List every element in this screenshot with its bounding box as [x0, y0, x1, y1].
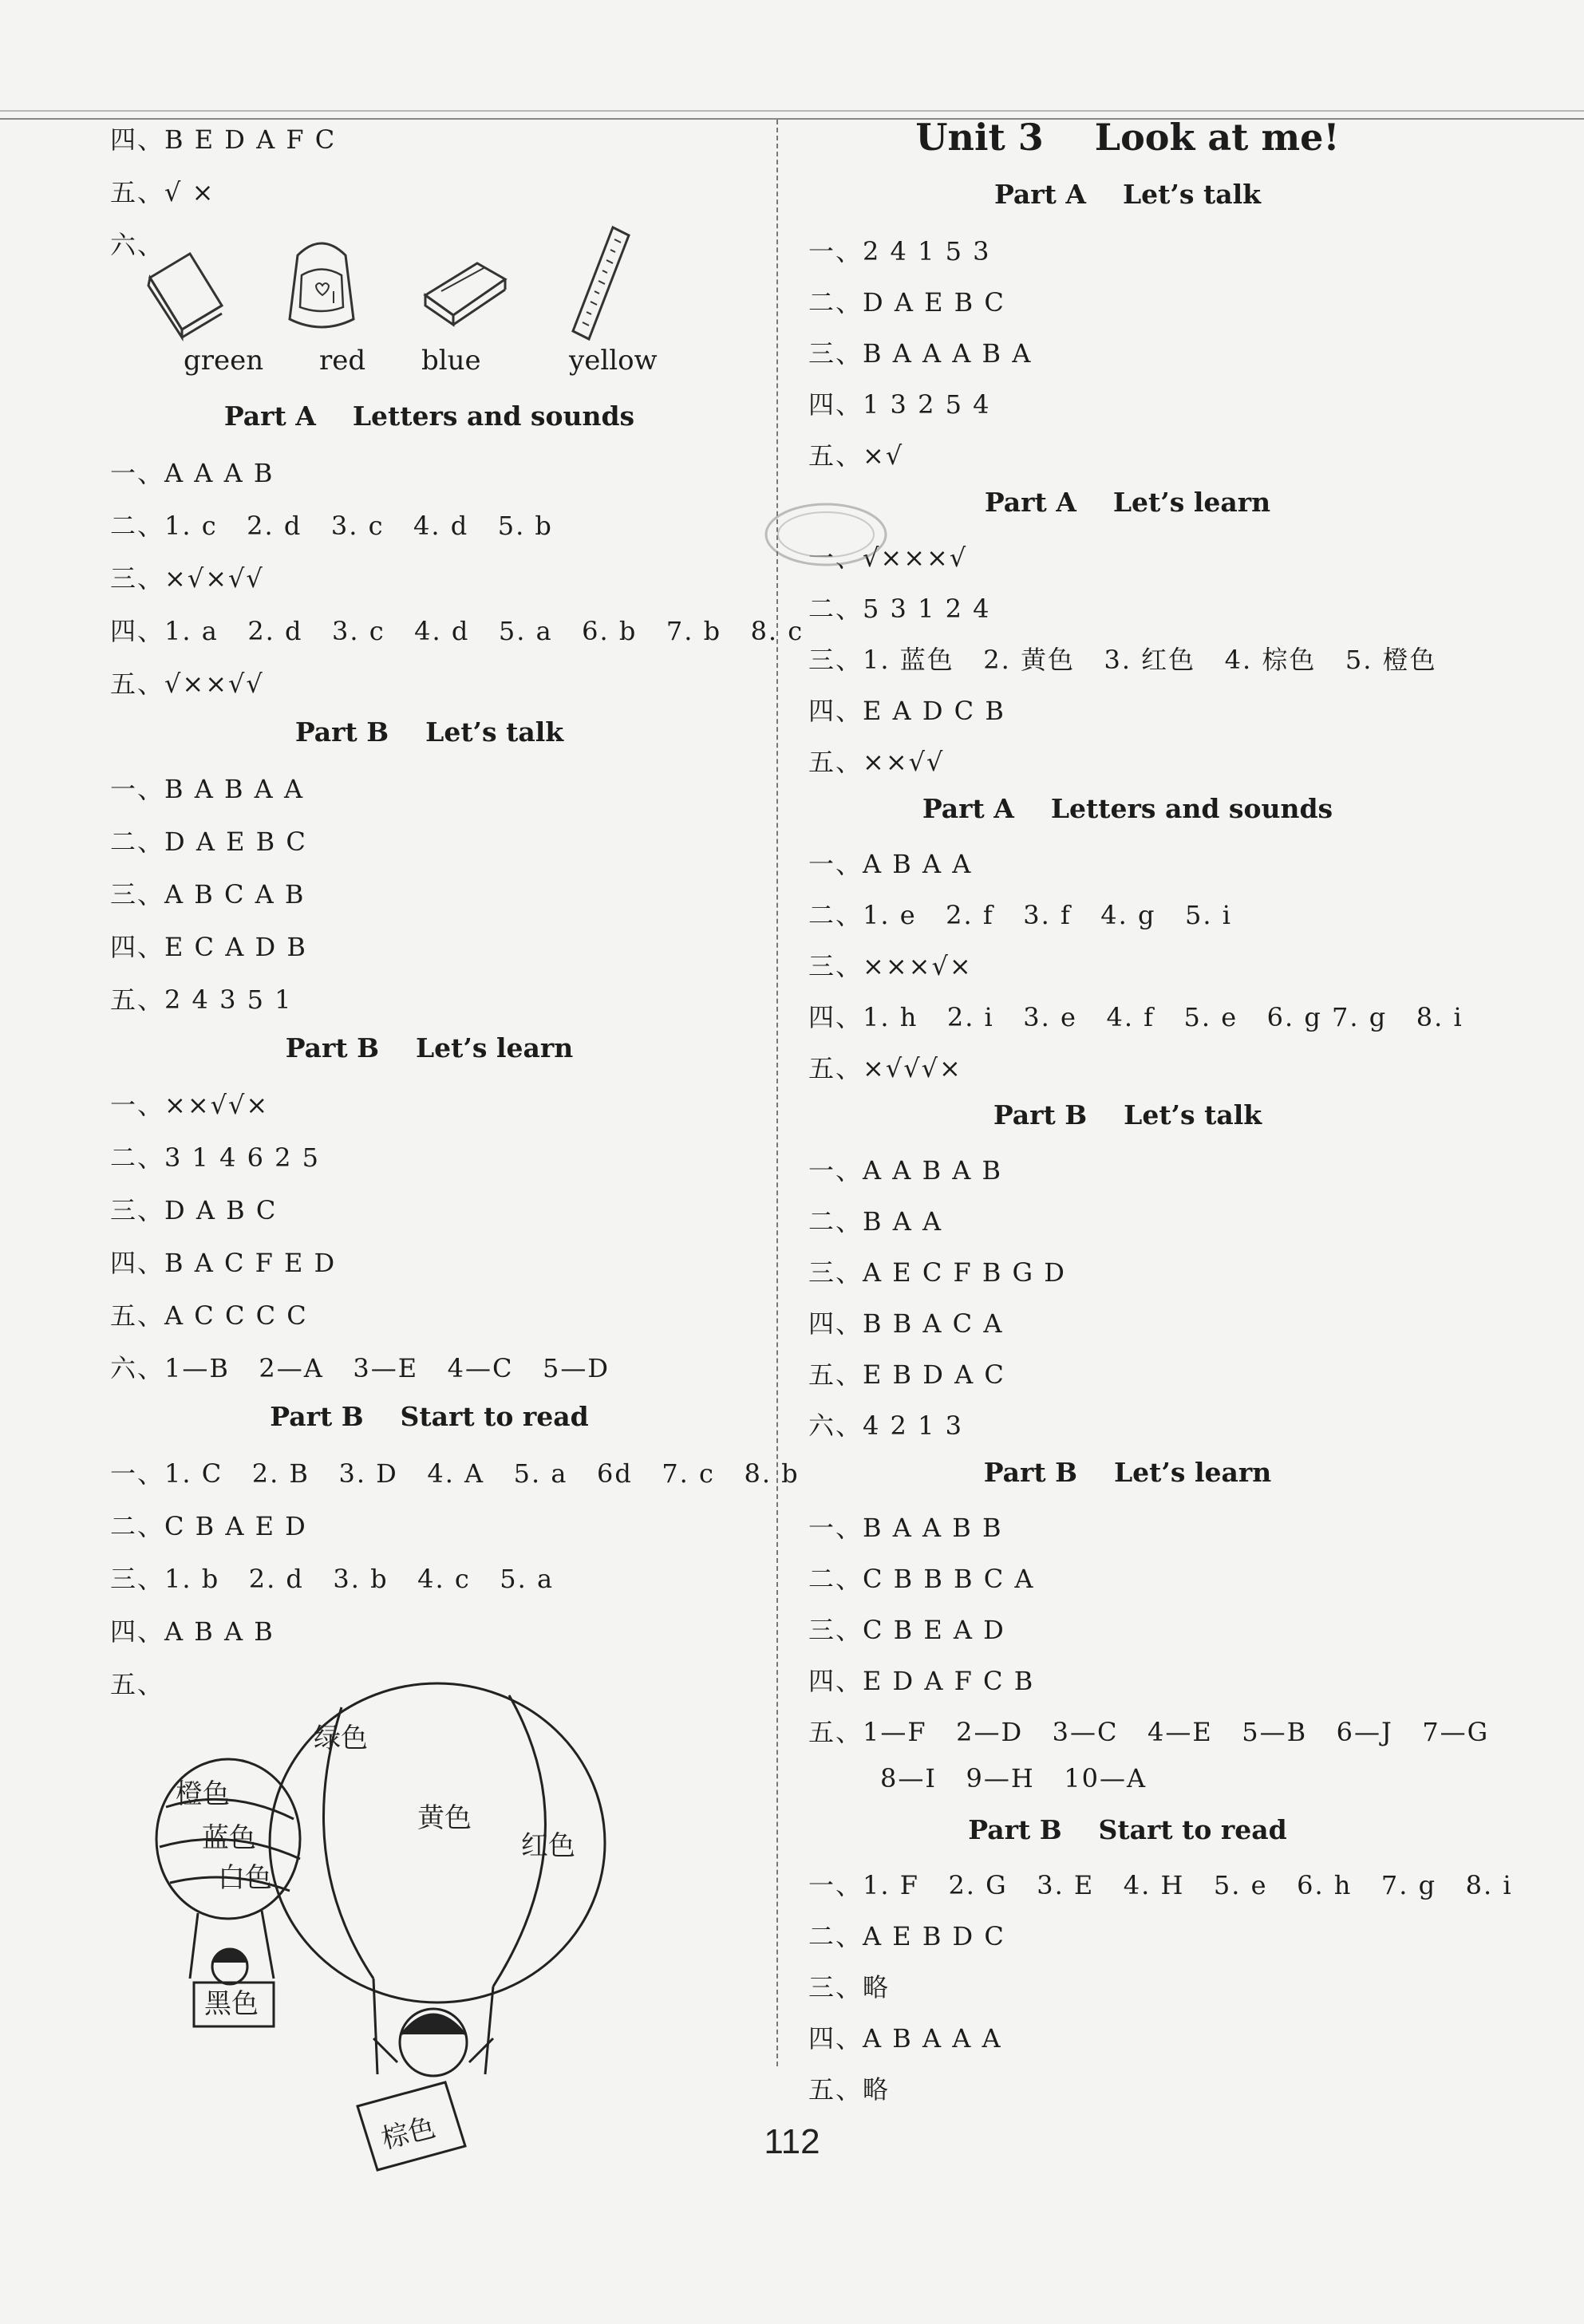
balloon-basket-label: 棕色 [377, 2111, 439, 2156]
section-heading: Part B Start to read [968, 1814, 1287, 1845]
answer-line: 一、√×××√ [808, 543, 968, 573]
answer-line: 三、B A A A B A [808, 338, 1033, 369]
answer-line: 五、A C C C C [110, 1300, 308, 1331]
color-word: yellow [569, 345, 658, 377]
answer-line: 四、A B A A A [808, 2023, 1002, 2054]
answer-line: 一、A A B A B [808, 1155, 1003, 1186]
answer-line: 二、5 3 1 2 4 [808, 594, 991, 624]
answer-line: 三、略 [808, 1972, 891, 2002]
answer-line: 四、B B A C A [808, 1308, 1004, 1339]
answer-line: 三、1. 蓝色 2. 黄色 3. 红色 4. 棕色 5. 橙色 [808, 645, 1437, 675]
answer-line: 五、√××√√ [110, 669, 264, 699]
answer-line: 一、A A A B [110, 458, 275, 488]
answer-line: 六、1—B 2—A 3—E 4—C 5—D [110, 1353, 610, 1383]
answer-line: 二、C B B B C A [808, 1564, 1035, 1594]
answer-line: 四、E D A F C B [808, 1666, 1035, 1696]
answer-line: 五、 [110, 1669, 165, 1699]
answer-line: 五、×√√√× [808, 1053, 962, 1083]
watermark-stamp [762, 499, 890, 570]
answer-line: 五、略 [808, 2074, 891, 2105]
answer-line: 四、B A C F E D [110, 1248, 337, 1278]
answer-line: 五、√ × [110, 177, 215, 207]
answer-line: 四、B E D A F C [110, 124, 337, 155]
unit-title: Unit 3 Look at me! [915, 116, 1340, 159]
big-balloon [270, 1683, 605, 2170]
answer-line: 一、1. F 2. G 3. E 4. H 5. e 6. h 7. g 8. i [808, 1870, 1513, 1900]
header-rule [0, 110, 1584, 112]
balloon-stripe-label: 橙色 [176, 1778, 230, 1810]
answer-line: 三、A B C A B [110, 879, 306, 909]
answer-line: 一、B A B A A [110, 774, 305, 804]
balloon-stripe-label: 蓝色 [202, 1822, 256, 1854]
section-heading: Part A Letters and sounds [922, 793, 1333, 824]
section-heading: Part B Let’s talk [993, 1099, 1262, 1130]
book-icon [142, 246, 230, 341]
answer-line: 二、A E B D C [808, 1921, 1005, 1951]
answer-line: 三、×××√× [808, 951, 973, 981]
answer-line: 二、B A A [808, 1206, 943, 1237]
answer-line: 五、2 4 3 5 1 [110, 984, 293, 1015]
answer-line: 三、1. b 2. d 3. b 4. c 5. a [110, 1564, 555, 1594]
answer-line: 二、D A E B C [110, 827, 307, 857]
answer-line: 8—I 9—H 10—A [880, 1763, 1148, 1793]
balloon-stripe-label: 黄色 [417, 1802, 472, 1834]
answer-line: 五、××√√ [808, 747, 945, 777]
answer-line: 三、A E C F B G D [808, 1257, 1066, 1288]
answer-line: 二、1. c 2. d 3. c 4. d 5. b [110, 511, 553, 541]
answer-line: 一、2 4 1 5 3 [808, 236, 991, 266]
answer-line: 二、C B A E D [110, 1511, 307, 1541]
schoolbag-icon [278, 231, 365, 339]
answer-line: 三、C B E A D [808, 1615, 1005, 1645]
answer-line: 四、1 3 2 5 4 [808, 389, 991, 420]
pencil-box-icon [417, 251, 513, 331]
answer-line: 三、D A B C [110, 1195, 278, 1225]
section-heading: Part B Let’s learn [285, 1032, 574, 1063]
answer-line: 三、×√×√√ [110, 563, 264, 594]
color-word: blue [421, 345, 481, 377]
answer-line: 一、1. C 2. B 3. D 4. A 5. a 6d 7. c 8. b [110, 1458, 800, 1489]
answer-line: 四、E C A D B [110, 932, 307, 962]
answer-line: 二、3 1 4 6 2 5 [110, 1142, 321, 1173]
balloon-stripe-label: 白色 [218, 1862, 272, 1894]
answer-line: 四、E A D C B [808, 696, 1005, 726]
section-heading: Part B Let’s talk [294, 716, 564, 748]
answer-line: 一、B A A B B [808, 1513, 1003, 1543]
ruler-icon [565, 223, 637, 343]
balloon-stripe-label: 红色 [521, 1830, 575, 1862]
page-number: 112 [764, 2122, 820, 2161]
section-heading: Part B Let’s learn [983, 1457, 1272, 1488]
section-heading: Part A Let’s talk [993, 179, 1261, 210]
color-word: red [319, 345, 366, 377]
answer-line: 六、4 2 1 3 [808, 1411, 963, 1441]
answer-line: 四、A B A B [110, 1616, 275, 1647]
answer-line: 一、A B A A [808, 849, 973, 879]
section-heading: Part A Letters and sounds [223, 400, 635, 432]
answer-line: 一、××√√× [110, 1090, 270, 1120]
section-heading: Part A Let’s learn [984, 487, 1271, 518]
answer-line: 五、1—F 2—D 3—C 4—E 5—B 6—J 7—G [808, 1717, 1490, 1747]
column-divider [776, 120, 778, 2066]
balloon-stripe-label: 绿色 [314, 1722, 368, 1754]
color-word: green [184, 345, 264, 377]
answer-line: 二、D A E B C [808, 287, 1005, 318]
section-heading: Part B Start to read [270, 1401, 589, 1432]
answer-line: 五、×√ [808, 440, 904, 471]
balloon-basket-label: 黑色 [204, 1988, 259, 2020]
answer-line: 四、1. h 2. i 3. e 4. f 5. e 6. g 7. g 8. i [808, 1002, 1464, 1032]
answer-line: 二、1. e 2. f 3. f 4. g 5. i [808, 900, 1232, 930]
answer-line: 五、E B D A C [808, 1359, 1005, 1390]
answer-line: 六、 [110, 230, 165, 260]
answer-line: 四、1. a 2. d 3. c 4. d 5. a 6. b 7. b 8. c [110, 616, 804, 646]
